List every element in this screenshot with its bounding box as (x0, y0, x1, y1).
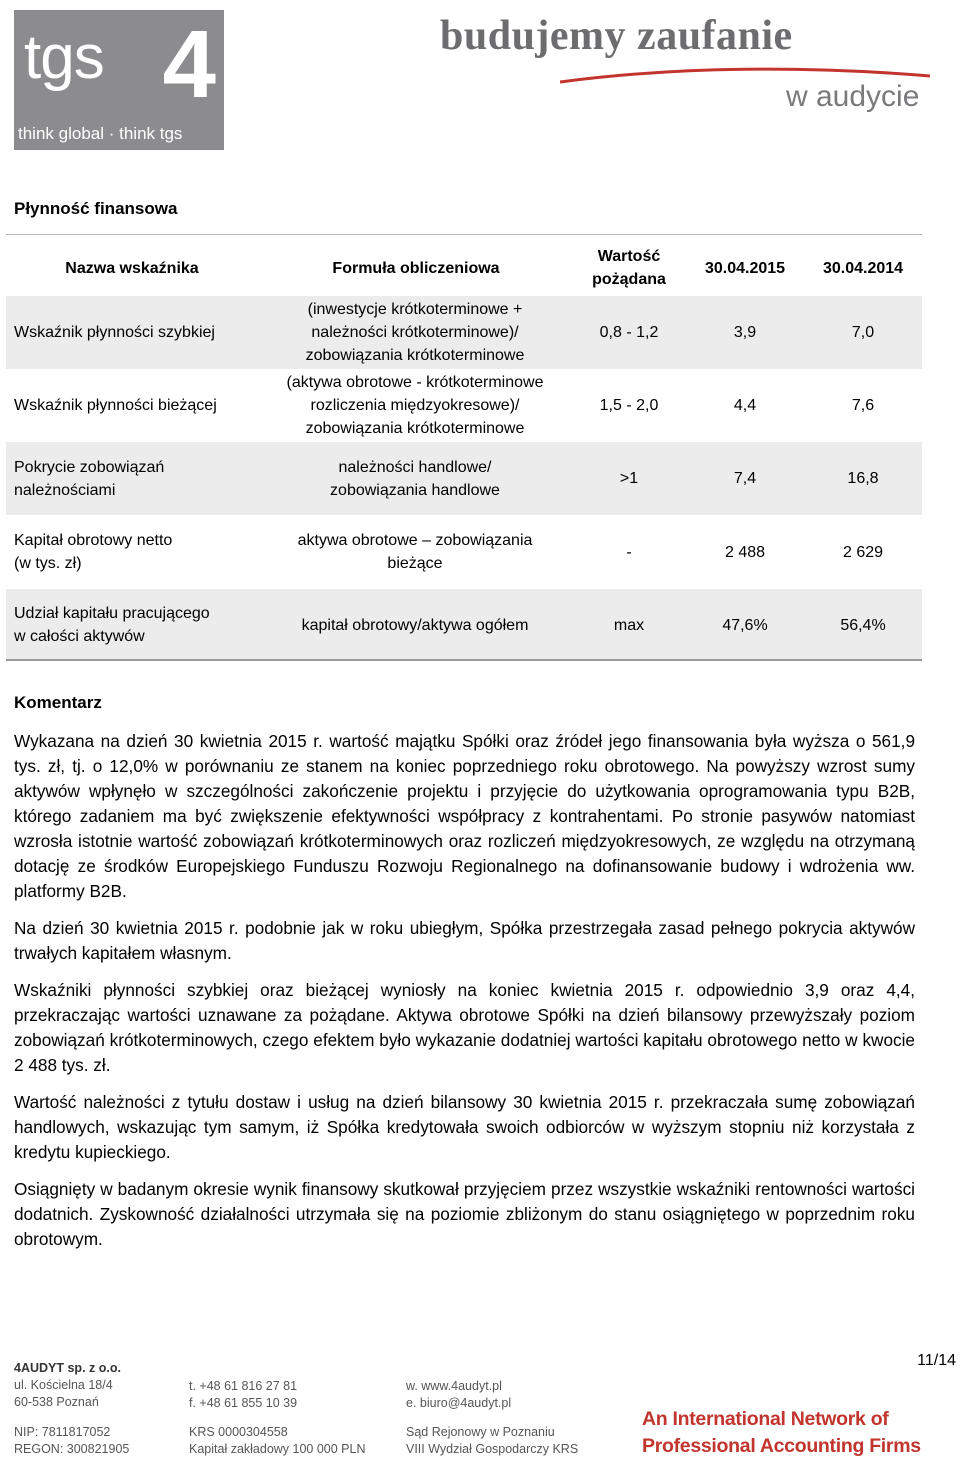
network-line-1: An International Network of (642, 1408, 889, 1430)
table-row (6, 589, 922, 661)
comment-paragraph: Na dzień 30 kwietnia 2015 r. podobnie jak w roku ubiegłym, Spółka przestrzegała zasad pełnego pokrycia aktywów trwałych kapitałem własnym. (14, 918, 915, 963)
footer-registry (189, 1424, 366, 1458)
row-value-2014: 7,0 (851, 324, 875, 341)
row-value-2015: 47,6% (722, 616, 768, 634)
page-number: 11/14 (917, 1352, 956, 1369)
network-slogan (642, 1406, 932, 1460)
tagline-main: budujemy zaufanie (440, 13, 793, 59)
comment-paragraph: Osiągnięty w badanym okresie wynik finansowy skutkował przyjęciem przez wszystkie wskaźniki rentowności wartości dodatnich. Zyskowność działalności utrzymała się na poziomie zbliżonym do stanu osiągniętego w poprzednim roku obrotowym. (14, 1179, 915, 1249)
row-name: Wskaźnik płynności bieżącej (14, 397, 217, 414)
footer-court-dept: VIII Wydział Gospodarczy KRS (406, 1442, 579, 1456)
page-footer (14, 1360, 954, 1460)
row-value-2014: 16,8 (847, 470, 879, 487)
table-row (6, 515, 922, 589)
footer-address (14, 1360, 121, 1411)
header-name: Nazwa wskaźnika (65, 259, 199, 277)
logo-subtitle: think global · think tgs (18, 124, 183, 143)
footer-contact (189, 1378, 297, 1412)
header-target: Wartość pożądana (592, 248, 666, 288)
footer-fax: f. +48 61 855 10 39 (189, 1396, 298, 1410)
row-target: >1 (619, 470, 639, 487)
footer-tax-ids (14, 1424, 129, 1458)
row-formula: kapitał obrotowy/aktywa ogółem (301, 616, 529, 634)
row-value-2014: 7,6 (851, 397, 875, 414)
network-line-2: Professional Accounting Firms (642, 1435, 921, 1457)
table-header-row (6, 240, 922, 296)
footer-krs: KRS 0000304558 (189, 1425, 288, 1439)
row-formula: (inwestycje krótkoterminowe + należności krótkoterminowe)/ zobowiązania krótkoterminowe (305, 301, 525, 364)
logo-number: 4 (162, 11, 216, 118)
table-row (6, 369, 922, 442)
header-formula: Formuła obliczeniowa (332, 259, 500, 277)
row-name: Udział kapitału pracującego w całości aktywów (14, 605, 210, 645)
row-formula: (aktywa obrotowe - krótkoterminowe rozliczenia międzyokresowe)/ zobowiązania krótkoterminowe (286, 374, 544, 437)
footer-regon: REGON: 300821905 (14, 1442, 130, 1456)
footer-web (406, 1378, 511, 1412)
row-formula: należności handlowe/ zobowiązania handlowe (330, 458, 500, 499)
comment-paragraph: Wartość należności z tytułu dostaw i usług na dzień bilansowy 30 kwietnia 2015 r. przekraczała sumę zobowiązań handlowych, wskazując tym samym, iż Spółka kredytowała swoich odbiorców w wyższym stopniu niż korzystała z kredytu kupieckiego. (14, 1092, 915, 1162)
row-value-2014: 56,4% (840, 616, 886, 634)
row-target: max (613, 616, 645, 634)
footer-street: ul. Kościelna 18/4 (14, 1378, 113, 1392)
row-target: 0,8 - 1,2 (599, 324, 659, 341)
comment-title: Komentarz (14, 693, 102, 712)
tagline-sub: w audycie (786, 80, 920, 113)
footer-court (406, 1424, 578, 1458)
footer-website-link[interactable]: w. www.4audyt.pl (406, 1379, 502, 1393)
footer-capital: Kapitał zakładowy 100 000 PLN (189, 1442, 366, 1456)
row-name: Wskaźnik płynności szybkiej (14, 324, 215, 341)
footer-email-link[interactable]: e. biuro@4audyt.pl (406, 1396, 512, 1410)
row-value-2014: 2 629 (842, 543, 884, 561)
header-date-2014: 30.04.2014 (822, 259, 904, 277)
section-divider (6, 234, 922, 235)
footer-phone: t. +48 61 816 27 81 (189, 1379, 298, 1393)
row-target: 1,5 - 2,0 (599, 397, 659, 414)
header-date-2015: 30.04.2015 (704, 259, 786, 277)
liquidity-table (6, 240, 922, 661)
row-name: Pokrycie zobowiązań należnościami (14, 458, 165, 499)
section-title: Płynność finansowa (14, 199, 178, 218)
row-value-2015: 4,4 (733, 397, 757, 414)
footer-company-name: 4AUDYT sp. z o.o. (14, 1361, 121, 1375)
footer-city: 60-538 Poznań (14, 1395, 99, 1409)
row-value-2015: 3,9 (733, 324, 757, 341)
comment-paragraph: Wykazana na dzień 30 kwietnia 2015 r. wartość majątku Spółki oraz źródeł jego finansowania była wyższa o 561,9 tys. zł, tj. o 12,0% w porównaniu ze stanem na koniec poprzedniego roku obrotowego. Na powyższy wzrost sumy aktywów wpłynęło w szczególności zakończenie projektu i przyjęcie do użytkowania oprogramowania typu B2B, którego zadaniem ma być zwiększenie efektywności współpracy z kontrahentami. Po stronie pasywów natomiast wzrosła istotnie wartość zobowiązań krótkoterminowych oraz rozliczeń międzyokresowych, ze względu na otrzymaną dotację ze środków Europejskiego Funduszu Rozwoju Regionalnego na dofinansowanie budowy i wdrożenia ww. platformy B2B. (14, 731, 915, 901)
company-logo (14, 10, 224, 150)
table-row (6, 296, 922, 369)
row-value-2015: 2 488 (724, 543, 766, 561)
comment-body (14, 729, 915, 1264)
row-target: - (626, 543, 632, 561)
row-name: Kapitał obrotowy netto (w tys. zł) (14, 532, 173, 572)
comment-paragraph: Wskaźniki płynności szybkiej oraz bieżącej wyniosły na koniec kwietnia 2015 r. odpowiednio 3,9 oraz 4,4, przekraczając wartości uznawane za pożądane. Aktywa obrotowe Spółki na dzień bilansowy przewyższały poziom zobowiązań krótkoterminowych, czego efektem było wykazanie dodatniej wartości kapitału obrotowego netto w kwocie 2 488 tys. zł. (14, 980, 915, 1075)
footer-nip: NIP: 7811817052 (14, 1425, 111, 1439)
row-value-2015: 7,4 (733, 470, 757, 487)
logo-main-text: tgs (24, 23, 104, 92)
table-row (6, 442, 922, 515)
footer-court-name: Sąd Rejonowy w Poznaniu (406, 1425, 555, 1439)
row-formula: aktywa obrotowe – zobowiązania bieżące (297, 532, 533, 572)
